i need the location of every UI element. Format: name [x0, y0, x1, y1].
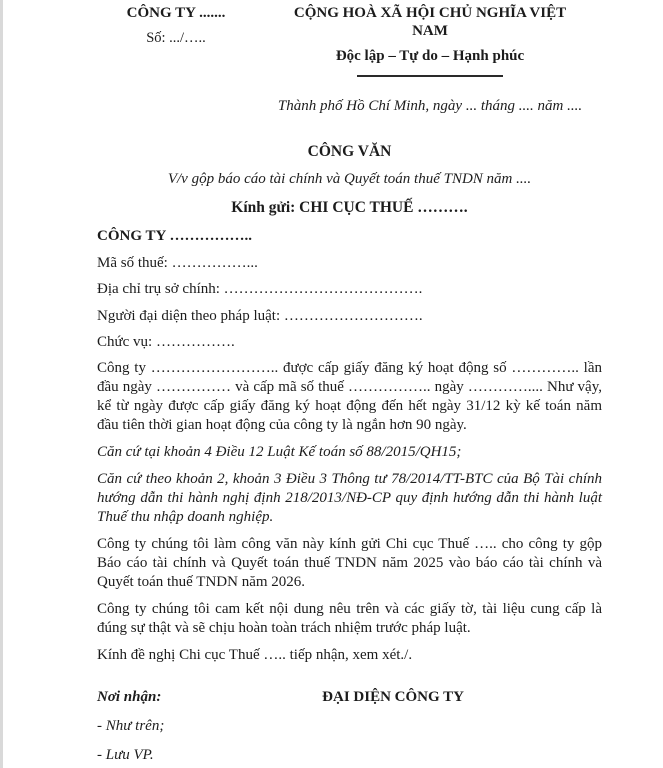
address-line: Địa chỉ trụ sở chính: ………………………………….: [97, 281, 423, 297]
motto-rule: [357, 75, 503, 77]
recipient-line: Kính gửi: CHI CỤC THUẾ ……….: [231, 199, 468, 216]
paragraph-operation-info: Công ty …………………….. được cấp giấy đăng ký hoạt động số ………….. lần đầu ngày …………… và cấp mã số thuế …………….. ngày ………….... Như vậy, kể từ ngày được cấp giấy đăng ký hoạt động đến hết ngày 31/12 kỳ kế toán năm đầu tiên thời gian hoạt động của công ty là ngắn hơn 90 ngày.: [97, 360, 602, 433]
dateline: Thành phố Hồ Chí Minh, ngày ... tháng .... năm ....: [277, 98, 583, 114]
national-motto: Độc lập – Tự do – Hạnh phúc: [335, 48, 525, 64]
national-title: CỘNG HOÀ XÃ HỘI CHỦ NGHĨA VIỆT NAM: [293, 5, 567, 39]
document-title: CÔNG VĂN: [307, 143, 392, 160]
paragraph-commitment: Công ty chúng tôi cam kết nội dung nêu trên và các giấy tờ, tài liệu cung cấp là đúng sự thật và sẽ chịu hoàn toàn trách nhiệm trước pháp luật.: [97, 601, 602, 636]
paragraph-request: Công ty chúng tôi làm công văn này kính gửi Chi cục Thuế ….. cho công ty gộp Báo cáo tài chính và Quyết toán thuế TNDN năm 2025 vào báo cáo tài chính và Quyết toán thuế TNDN năm 2026.: [97, 536, 602, 590]
company-info-section: [97, 228, 602, 351]
letterhead: [97, 4, 602, 116]
document-subject: V/v gộp báo cáo tài chính và Quyết toán thuế TNDN năm ....: [167, 171, 532, 187]
paragraph-legal-basis-2: Căn cứ theo khoản 2, khoản 3 Điều 3 Thông tư 78/2014/TT-BTC của Bộ Tài chính hướng dẫn thi hành nghị định 218/2013/NĐ-CP quy định hướng dẫn thi hành luật Thuế thu nhập doanh nghiệp.: [97, 471, 602, 525]
representative-line: Người đại diện theo pháp luật: ……………………….: [97, 307, 423, 324]
signature-title: ĐẠI DIỆN CÔNG TY: [322, 689, 464, 705]
company-name: CÔNG TY .......: [126, 5, 226, 21]
paragraph-closing: Kính đề nghị Chi cục Thuế ….. tiếp nhận, xem xét./.: [97, 647, 413, 663]
recipients-label: Nơi nhận:: [97, 689, 162, 705]
recipients-block: [97, 689, 164, 764]
position-line: Chức vụ: …………….: [97, 334, 235, 350]
document-content: [3, 0, 663, 764]
letterhead-national-block: [277, 4, 583, 116]
company-info-name: CÔNG TY ……………..: [97, 228, 253, 244]
title-block: [97, 142, 602, 217]
paragraph-legal-basis-1: Căn cứ tại khoản 4 Điều 12 Luật Kế toán số 88/2015/QH15;: [97, 444, 462, 460]
tax-code-line: Mã số thuế: ……………...: [97, 254, 258, 271]
page-footer: [97, 689, 602, 764]
body-text: [97, 359, 602, 665]
recipient-item: - Như trên;: [97, 718, 165, 734]
document-number: Số: .../…..: [146, 30, 206, 46]
letterhead-company-block: [97, 4, 255, 47]
recipient-item: - Lưu VP.: [97, 747, 154, 763]
